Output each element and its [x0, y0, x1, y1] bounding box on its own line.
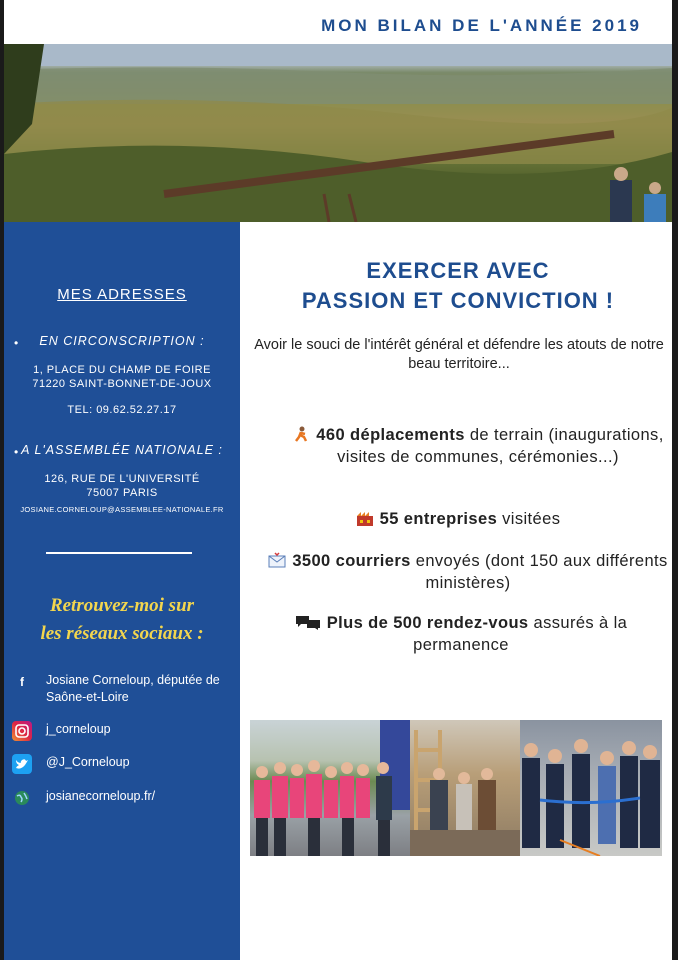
- social-title-line-1: Retrouvez-moi sur: [49, 595, 195, 616]
- sidebar: [4, 222, 240, 960]
- stat-courriers: [264, 550, 672, 594]
- assemblee-address-line-2: 75007 PARIS: [86, 487, 158, 499]
- stat-value: 3500 courriers: [292, 552, 411, 570]
- addresses-title: MES ADRESSES: [57, 286, 187, 303]
- stat-text: assurés à la permanence: [413, 614, 628, 654]
- stat-rendez-vous: [250, 612, 672, 656]
- photo-ribbon-cutting: [520, 720, 662, 856]
- stat-deplacements: [284, 424, 672, 468]
- main-title-line-1: EXERCER AVEC: [366, 258, 550, 283]
- envelope-icon: [268, 552, 286, 568]
- social-website[interactable]: [12, 788, 155, 808]
- factory-icon: [356, 510, 374, 526]
- stat-text: envoyés (dont 150 aux différents ministères): [410, 552, 668, 592]
- page-title: MON BILAN DE L'ANNÉE 2019: [321, 16, 642, 35]
- circonscription-label: EN CIRCONSCRIPTION :: [39, 334, 205, 348]
- photo-company-visit: [410, 720, 520, 856]
- social-twitter[interactable]: [12, 754, 130, 774]
- social-title: [4, 592, 240, 648]
- phone-number: TEL: 09.62.52.27.17: [67, 404, 177, 416]
- main-title: [244, 256, 672, 316]
- social-label: j_corneloup: [46, 722, 111, 736]
- photo-group-runners: [250, 720, 410, 856]
- globe-icon: [12, 788, 32, 808]
- photo-collage: [250, 720, 662, 856]
- intro-text: Avoir le souci de l'intérêt général et défendre les atouts de notre beau territoire...: [254, 337, 664, 372]
- walking-person-icon: [292, 426, 310, 442]
- landscape-illustration: [4, 44, 672, 222]
- social-title-line-2: les réseaux sociaux :: [40, 623, 204, 644]
- stat-value: Plus de 500 rendez-vous: [326, 614, 529, 632]
- stat-text: visitées: [497, 510, 561, 528]
- twitter-icon: [12, 754, 32, 774]
- assemblee-address-line-1: 126, RUE DE L'UNIVERSITÉ: [44, 473, 200, 485]
- circonscription-address-line-1: 1, PLACE DU CHAMP DE FOIRE: [33, 364, 211, 376]
- stat-text: de terrain (inaugurations, visites de communes, cérémonies...): [337, 426, 664, 466]
- stat-value: 55 entreprises: [379, 510, 498, 528]
- main-title-line-2: PASSION ET CONVICTION !: [301, 288, 615, 313]
- divider: [46, 552, 192, 554]
- stat-value: 460 déplacements: [316, 426, 465, 444]
- facebook-icon: f: [20, 675, 24, 689]
- email-link[interactable]: JOSIANE.CORNELOUP@ASSEMBLEE-NATIONALE.FR: [20, 505, 224, 514]
- social-instagram[interactable]: [12, 721, 111, 741]
- social-label: josianecorneloup.fr/: [46, 789, 156, 803]
- page: [4, 0, 672, 960]
- instagram-icon: [12, 721, 32, 741]
- social-label: @J_Corneloup: [46, 755, 130, 769]
- circonscription-address-line-2: 71220 SAINT-BONNET-DE-JOUX: [32, 378, 212, 390]
- stat-entreprises: [244, 508, 672, 530]
- speech-bubbles-icon: [295, 614, 321, 630]
- bullet: •: [14, 336, 19, 350]
- landscape-photo: [4, 44, 672, 222]
- assemblee-label: A L'ASSEMBLÉE NATIONALE :: [21, 443, 223, 457]
- social-label: Josiane Corneloup, députée de Saône-et-Loire: [46, 673, 220, 704]
- bullet: •: [14, 445, 19, 459]
- social-facebook[interactable]: [12, 672, 232, 706]
